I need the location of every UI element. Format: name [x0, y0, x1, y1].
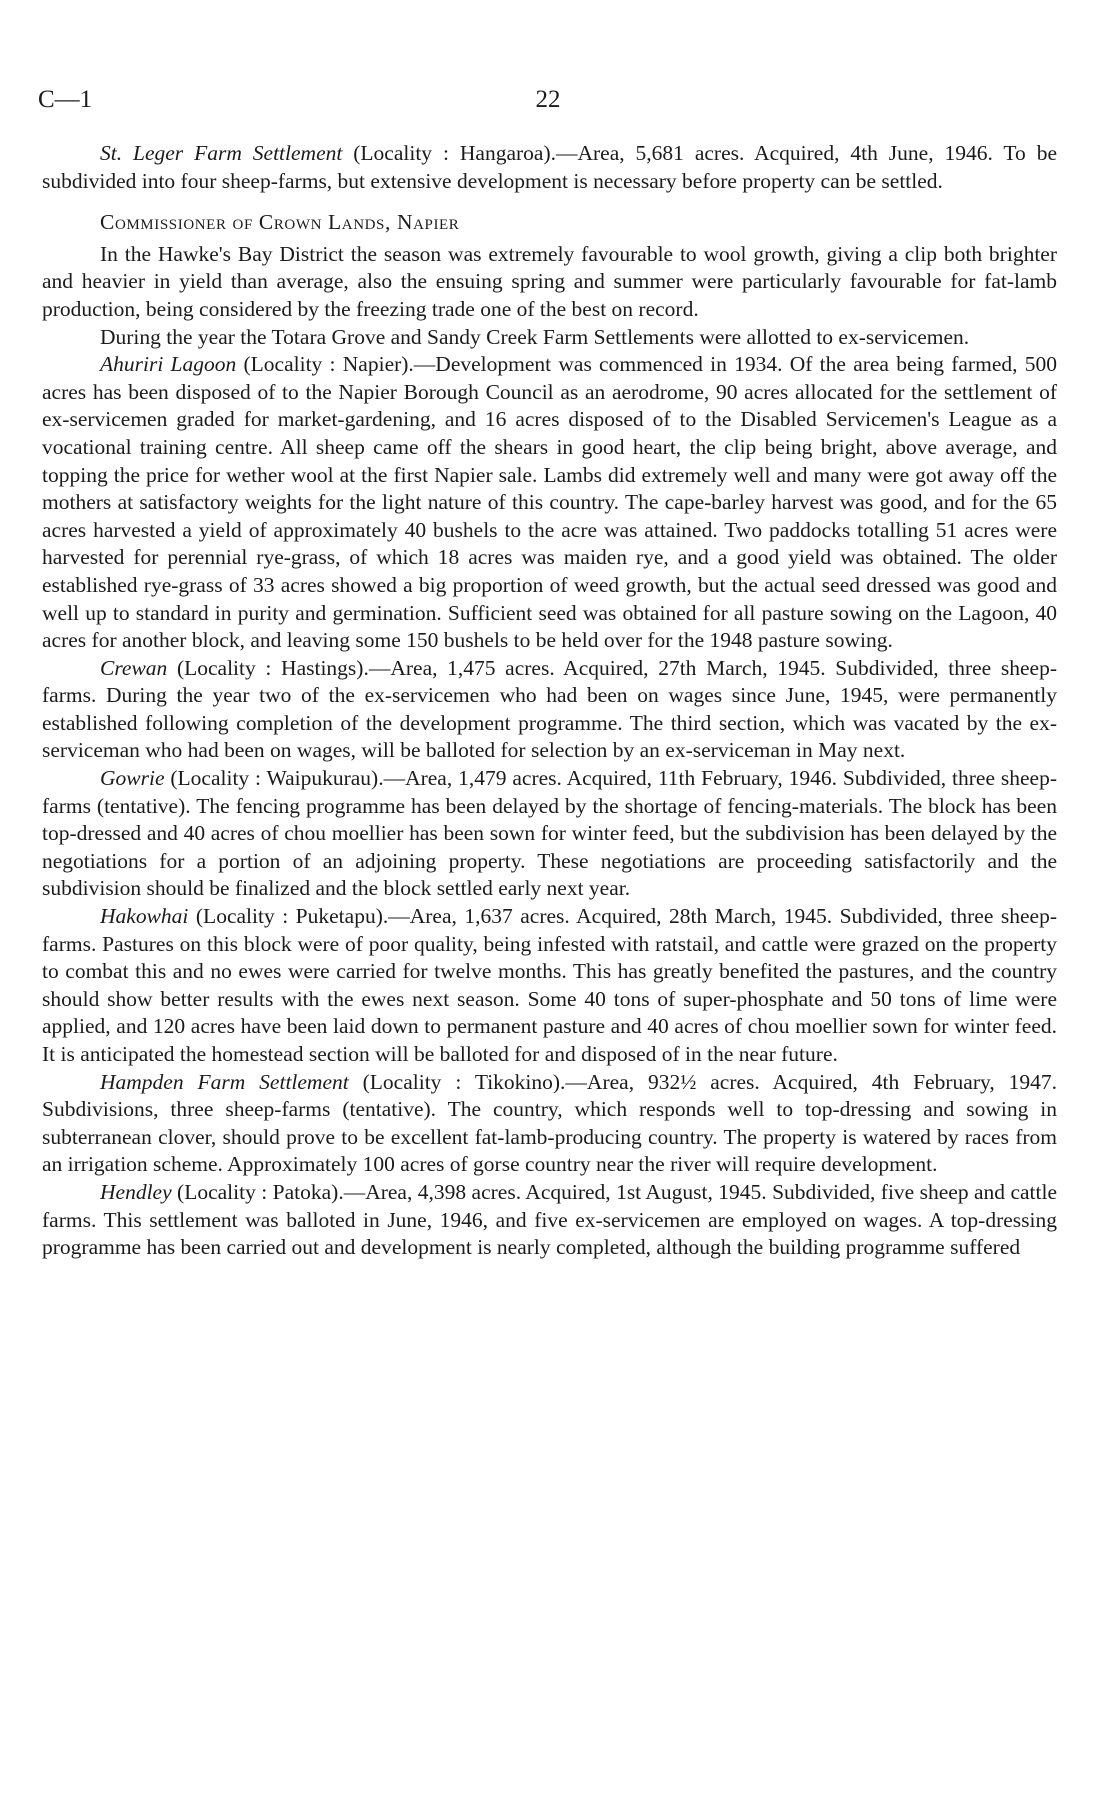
paragraph-ahuriri	[42, 351, 1057, 655]
paragraph-text: (Locality : Waipukurau).—Area, 1,479 acres. Acquired, 11th February, 1946. Subdivided, three sheep-farms (tentative). The fencing programme has been delayed by the shortage of fencing-materials. The block has been top-dressed and 40 acres of chou moellier has been sown for winter feed, but the subdivision has been delayed by the negotiations for a portion of an adjoining property. These negotiations are proceeding satisfactorily and the subdivision should be finalized and the block settled early next year.	[42, 766, 1057, 901]
settlement-name: Hendley	[100, 1179, 172, 1204]
paragraph-text: In the Hawke's Bay District the season was extremely favourable to wool growth, giving a clip both brighter and heavier in yield than average, also the ensuing spring and summer were particularly favourable for fat-lamb production, being considered by the freezing trade one of the best on record.	[42, 241, 1057, 321]
paragraph-text: (Locality : Puketapu).—Area, 1,637 acres. Acquired, 28th March, 1945. Subdivided, three sheep-farms. Pastures on this block were of poor quality, being infested with ratstail, and cattle were grazed on the property to combat this and no ewes were carried for twelve months. This has greatly benefited the pastures, and the country should show better results with the ewes next season. Some 40 tons of super-phosphate and 50 tons of lime were applied, and 120 acres have been laid down to permanent pasture and 40 acres of chou moellier sown for winter feed. It is anticipated the homestead section will be balloted for and disposed of in the near future.	[42, 904, 1057, 1066]
page-number: 22	[535, 86, 561, 113]
paragraph-gowrie	[42, 765, 1057, 903]
paragraph-hawkes-bay	[42, 241, 1057, 324]
paragraph-hakowhai	[42, 903, 1057, 1069]
document-body	[42, 140, 1057, 1262]
document-reference: C—1	[38, 86, 93, 113]
section-heading: Commissioner of Crown Lands, Napier	[100, 210, 460, 235]
settlement-name: St. Leger Farm Settlement	[100, 141, 343, 165]
paragraph-text: (Locality : Tikokino).—Area, 932½ acres. Acquired, 4th February, 1947. Subdivisions, three sheep-farms (tentative). The country, which responds well to top-dressing and sowing in subterranean clover, should prove to be excellent fat-lamb-producing country. The property is watered by races from an irrigation scheme. Approximately 100 acres of gorse country near the river will require development.	[42, 1069, 1058, 1177]
paragraph-text: (Locality : Hangaroa).—Area, 5,681 acres. Acquired, 4th June, 1946. To be subdivided into four sheep-farms, but extensive development is necessary before property can be settled.	[42, 141, 1057, 193]
settlement-name: Hampden Farm Settlement	[100, 1069, 349, 1094]
paragraph-hendley	[42, 1179, 1057, 1262]
paragraph-hampden	[42, 1069, 1057, 1179]
paragraph-allotted	[42, 324, 1057, 352]
page-header	[38, 86, 1058, 116]
paragraph-text: (Locality : Hastings).—Area, 1,475 acres. Acquired, 27th March, 1945. Subdivided, three sheep-farms. During the year two of the ex-servicemen who had been on wages since June, 1945, were permanently established following completion of the development programme. The third section, which was vacated by the ex-serviceman who had been on wages, will be balloted for selection by an ex-serviceman in May next.	[42, 655, 1057, 763]
paragraph-text: (Locality : Patoka).—Area, 4,398 acres. Acquired, 1st August, 1945. Subdivided, five sheep and cattle farms. This settlement was balloted in June, 1946, and five ex-servicemen are employed on wages. A top-dressing programme has been carried out and development is nearly completed, although the building programme suffered	[42, 1179, 1057, 1260]
settlement-name: Crewan	[100, 655, 168, 680]
paragraph-crewan	[42, 655, 1057, 765]
settlement-name: Gowrie	[100, 766, 165, 791]
paragraph-st-leger	[42, 140, 1057, 195]
paragraph-text: (Locality : Napier).—Development was commenced in 1934. Of the area being farmed, 500 acres has been disposed of to the Napier Borough Council as an aerodrome, 90 acres allocated for the settlement of ex-servicemen graded for market-gardening, and 16 acres disposed of to the Disabled Servicemen's League as a vocational training centre. All sheep came off the shears in good heart, the clip being bright, above average, and topping the price for wether wool at the first Napier sale. Lambs did extremely well and many were got away off the mothers at satisfactory weights for the light nature of this country. The cape-barley harvest was good, and for the 65 acres harvested a yield of approximately 40 bushels to the acre was attained. Two paddocks totalling 51 acres were harvested for perennial rye-grass, of which 18 acres was maiden rye, and a good yield was obtained. The older established rye-grass of 33 acres showed a big proportion of weed growth, but the actual seed dressed was good and well up to standard in purity and germination. Sufficient seed was obtained for all pasture sowing on the Lagoon, 40 acres for another block, and leaving some 150 bushels to be held over for the 1948 pasture sowing.	[42, 352, 1057, 653]
settlement-name: Ahuriri Lagoon	[100, 352, 237, 377]
paragraph-text: During the year the Totara Grove and Sandy Creek Farm Settlements were allotted to ex-servicemen.	[100, 324, 970, 349]
settlement-name: Hakowhai	[100, 904, 189, 929]
